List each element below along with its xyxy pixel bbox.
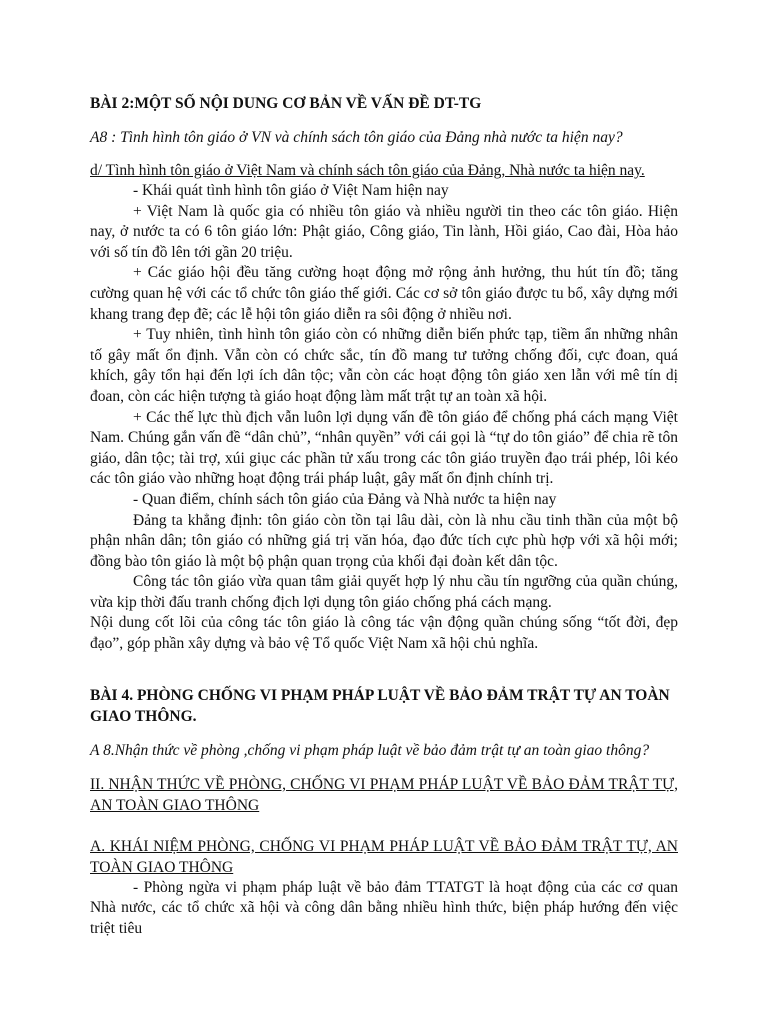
paragraph-religions: + Việt Nam là quốc gia có nhiều tôn giáo và nhiều người tin theo các tôn giáo. Hiện nay, ở nước ta có 6 tôn giáo lớn: Phật giáo, Công giáo, Tin lành, Hồi giáo, Cao đài, Hòa hảo với số tín đồ lên tới gần 20 triệu.: [90, 202, 678, 261]
paragraph-party-affirms: Đảng ta khẳng định: tôn giáo còn tồn tại lâu dài, còn là nhu cầu tinh thần của một bộ phận nhân dân; tôn giáo có những giá trị văn hóa, đạo đức tích cực phù hợp với xã hội mới; đồng bào tôn giáo là một bộ phận quan trọng của khối đại đoàn kết dân tộc.: [90, 511, 678, 570]
paragraph-core-content: Nội dung cốt lõi của công tác tôn giáo là công tác vận động quần chúng sống “tốt đời, đẹp đạo”, góp phần xây dựng và bảo vệ Tổ quốc Việt Nam xã hội chủ nghĩa.: [90, 614, 678, 653]
lesson-2-section-heading: d/ Tình hình tôn giáo ở Việt Nam và chính sách tôn giáo của Đảng, Nhà nước ta hiện nay.: [90, 162, 645, 179]
paragraph-overview: - Khái quát tình hình tôn giáo ở Việt Nam hiện nay: [133, 182, 449, 199]
section-ii-heading: II. NHẬN THỨC VỀ PHÒNG, CHỐNG VI PHẠM PHÁP LUẬT VỀ BẢO ĐẢM TRẬT TỰ, AN TOÀN GIAO THÔNG: [90, 775, 678, 814]
paragraph-prevention: - Phòng ngừa vi phạm pháp luật về bảo đảm TTATGT là hoạt động của các cơ quan Nhà nước, các tổ chức xã hội và công dân bằng nhiều hình thức, biện pháp hướng đến việc triệt tiêu: [90, 878, 678, 937]
lesson-4-question: A 8.Nhận thức về phòng ,chống vi phạm pháp luật về bảo đảm trật tự an toàn giao thông?: [90, 741, 650, 759]
section-a-heading: A. KHÁI NIỆM PHÒNG, CHỐNG VI PHẠM PHÁP LUẬT VỀ BẢO ĐẢM TRẬT TỰ, AN TOÀN GIAO THÔNG: [90, 837, 678, 876]
paragraph-churches: + Các giáo hội đều tăng cường hoạt động mở rộng ảnh hưởng, thu hút tín đồ; tăng cường quan hệ với các tổ chức tôn giáo thế giới. Các cơ sở tôn giáo được tu bổ, xây dựng mới khang trang đẹp đẽ; các lễ hội tôn giáo diễn ra sôi động ở nhiều nơi.: [90, 264, 678, 323]
lesson-2-title: BÀI 2:MỘT SỐ NỘI DUNG CƠ BẢN VỀ VẤN ĐỀ DT-TG: [90, 95, 482, 112]
paragraph-hostile-forces: + Các thế lực thù địch vẫn luôn lợi dụng vấn đề tôn giáo để chống phá cách mạng Việt Nam. Chúng gắn vấn đề “dân chủ”, “nhân quyền” với cái gọi là “tự do tôn giáo” để chia rẽ tôn giáo, dân tộc; tài trợ, xúi giục các phần tử xấu trong các tôn giáo truyền đạo trái phép, lôi kéo các tôn giáo vào những hoạt động trái pháp luật, gây mất ổn định chính trị.: [90, 408, 678, 488]
paragraph-religious-work: Công tác tôn giáo vừa quan tâm giải quyết hợp lý nhu cầu tín ngưỡng của quần chúng, vừa kịp thời đấu tranh chống địch lợi dụng tôn giáo chống phá cách mạng.: [90, 573, 678, 611]
paragraph-complex-situation: + Tuy nhiên, tình hình tôn giáo còn có những diễn biến phức tạp, tiềm ẩn những nhân tố gây mất ổn định. Vẫn còn có chức sắc, tín đồ mang tư tưởng chống đối, cực đoan, quá khích, gây tổn hại đến lợi ích dân tộc; vẫn còn các hoạt động tôn giáo xen lẫn với mê tín dị đoan, còn các hiện tượng tà giáo hoạt động làm mất trật tự an toàn xã hội.: [90, 326, 678, 405]
document-page: [90, 90, 678, 939]
paragraph-policy-heading: - Quan điểm, chính sách tôn giáo của Đảng và Nhà nước ta hiện nay: [133, 490, 557, 508]
lesson-2-question: A8 : Tình hình tôn giáo ở VN và chính sách tôn giáo của Đảng nhà nước ta hiện nay?: [90, 129, 623, 146]
lesson-4-title: BÀI 4. PHÒNG CHỐNG VI PHẠM PHÁP LUẬT VỀ BẢO ĐẢM TRẬT TỰ AN TOÀN GIAO THÔNG.: [90, 686, 670, 725]
